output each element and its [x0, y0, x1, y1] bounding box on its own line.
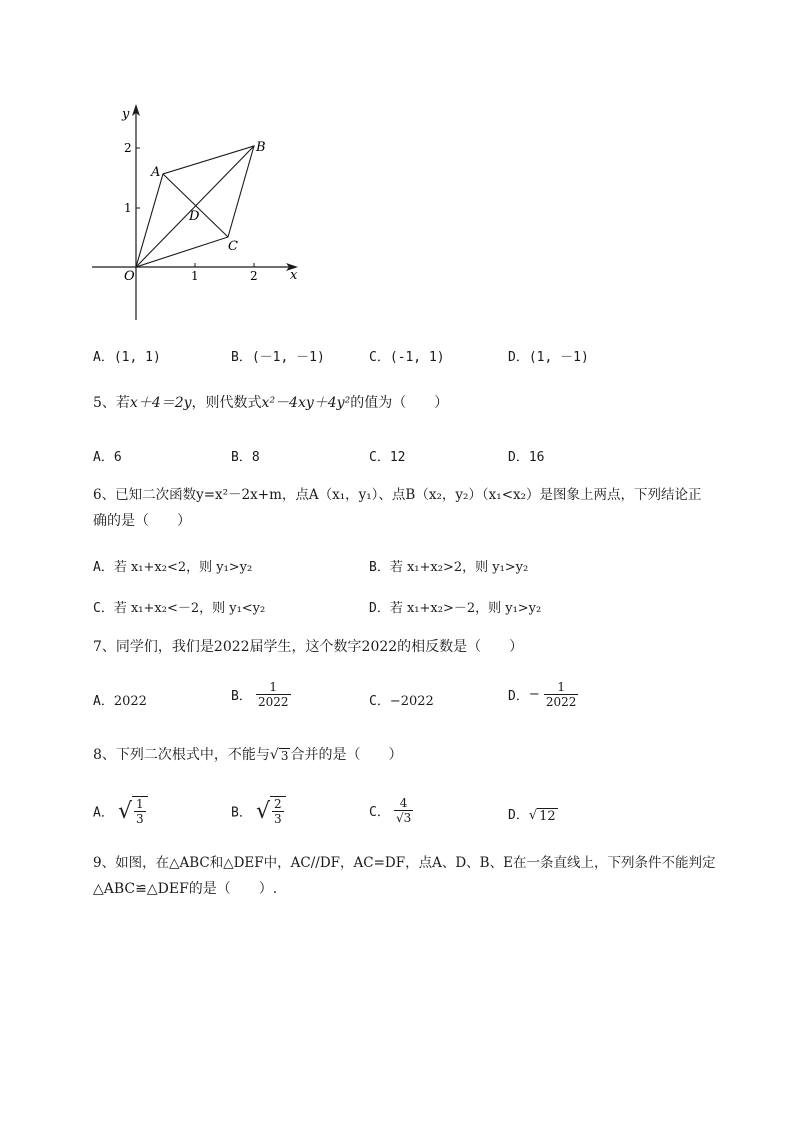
q4-option-d: D．(1, －1) [508, 350, 589, 365]
tick-label-y-2: 2 [124, 141, 132, 155]
sqrt3-symbol: √ 3 [269, 747, 289, 763]
q8-option-c: C． $\frac{4}{√3}$ [369, 796, 412, 825]
tick-label-x-1: 1 [191, 269, 199, 283]
q8-stem: 8、下列二次根式中，不能与√ 3 合并的是（ ） [93, 742, 402, 768]
q5-option-c: C．12 [369, 450, 406, 465]
q7-option-a: A．2022 [93, 694, 147, 709]
q7-option-d: D．− $\frac{1}{2022}$ [508, 680, 577, 709]
q7-stem: 7、同学们，我们是2022届学生，这个数字2022的相反数是（ ） [93, 639, 524, 655]
q8-option-a: A． √ $\frac{1}{3}$ [93, 796, 148, 826]
point-label-c: C [228, 239, 238, 254]
q4-option-a: A．(1, 1) [93, 350, 161, 365]
q8-option-b: B． √ $\frac{2}{3}$ [231, 796, 286, 826]
q8-option-d: D．√ 12 [508, 808, 556, 824]
q5-option-a: A．6 [93, 450, 122, 465]
q6-option-a: A．若 x₁+x₂<2，则 y₁>y₂ [93, 560, 253, 575]
q7-option-b: B． $\frac{1}{2022}$ [231, 680, 289, 709]
q4-option-c: C．(-1, 1) [369, 350, 445, 365]
q4-option-b: B．(－1, －1) [231, 350, 325, 365]
point-label-d: D [189, 209, 200, 224]
tick-label-y-1: 1 [124, 201, 132, 215]
tick-label-x-2: 2 [250, 269, 258, 283]
q7-fraction-b: $\frac{1}{2022}$ [257, 680, 289, 709]
q6-option-c: C．若 x₁+x₂<－2，则 y₁<y₂ [93, 601, 266, 616]
q7-fraction-d: $\frac{1}{2022}$ [545, 680, 577, 709]
diagonal-ac [163, 174, 228, 237]
q6-stem-line2: 确的是（ ） [93, 513, 191, 529]
q6-option-d: D．若 x₁+x₂>－2，则 y₁>y₂ [369, 601, 542, 616]
q7-option-c: C．−2022 [369, 694, 434, 709]
point-label-b: B [256, 140, 266, 155]
q6-stem-line1: 6、已知二次函数y=x²－2x+m，点A（x₁，y₁）、点B（x₂，y₂）（x₁<x₂）是图象上两点，下列结论正 [93, 487, 702, 503]
q6-option-b: B．若 x₁+x₂>2，则 y₁>y₂ [369, 560, 529, 575]
axis-label-x: x [290, 268, 298, 283]
q9-stem-line1: 9、如图，在△ABC和△DEF中，AC//DF，AC=DF，点A、D、B、E在一条直线上，下列条件不能判定 [93, 855, 716, 871]
q9-stem-line2: △ABC≌△DEF的是（ ）. [93, 881, 278, 897]
origin-label: O [124, 269, 135, 284]
axis-label-y: y [122, 107, 130, 122]
q5-option-b: B．8 [231, 450, 260, 465]
q5-stem: 5、若x＋4＝2y，则代数式x²－4xy＋4y²的值为（ ） [93, 395, 449, 411]
point-label-a: A [151, 165, 161, 180]
q5-option-d: D．16 [508, 450, 545, 465]
coordinate-figure [88, 102, 308, 324]
